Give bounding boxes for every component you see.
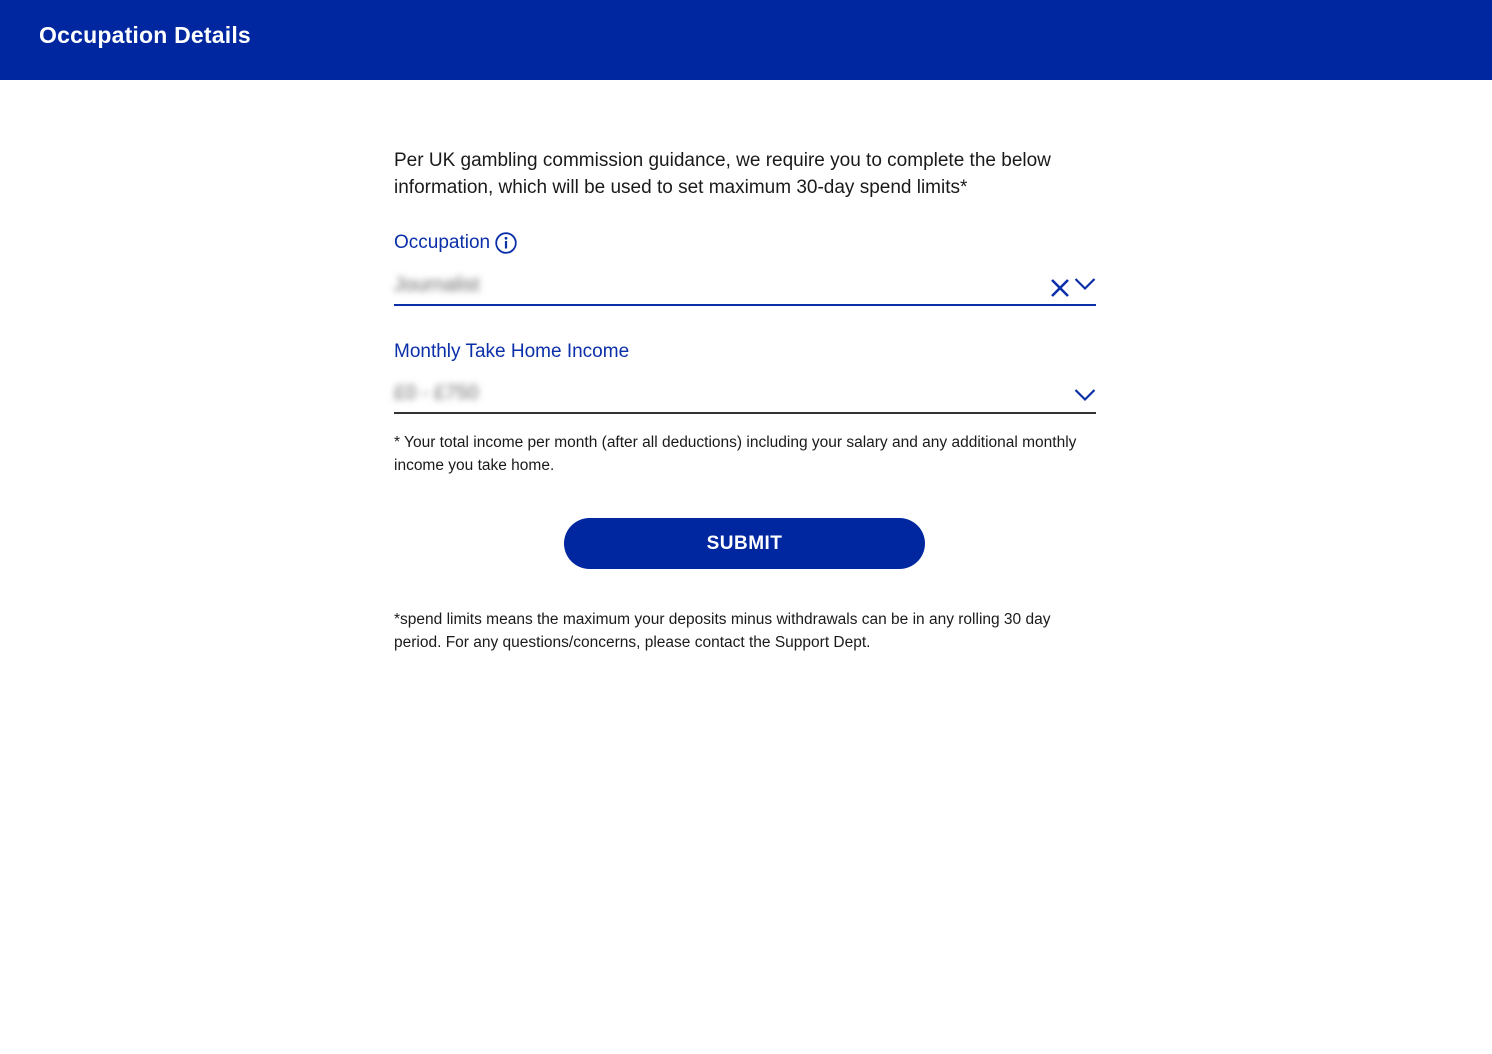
clear-icon[interactable] [1050, 278, 1070, 298]
chevron-down-icon[interactable] [1074, 388, 1096, 402]
intro-text: Per UK gambling commission guidance, we require you to complete the below information, which will be used to set maximum 30-day spend limits* [394, 150, 1051, 198]
occupation-value: Journalist [394, 274, 480, 296]
occupation-label: Occupation [394, 232, 491, 253]
income-footnote: * Your total income per month (after all deductions) including your salary and any additional monthly income you take home. [394, 434, 1077, 474]
occupation-select[interactable] [394, 268, 1096, 306]
chevron-down-icon[interactable] [1074, 277, 1096, 291]
income-select[interactable] [394, 376, 1096, 414]
occupation-label-row [394, 232, 517, 254]
income-label: Monthly Take Home Income [394, 341, 630, 362]
income-value: £0 - £750 [394, 382, 479, 404]
spend-limits-note: *spend limits means the maximum your deposits minus withdrawals can be in any rolling 30 day period. For any questions/concerns, please contact the Support Dept. [394, 611, 1051, 651]
submit-button[interactable]: SUBMIT [564, 518, 925, 569]
page-title: Occupation Details [39, 22, 251, 48]
income-label-row [394, 341, 629, 363]
page-header [0, 0, 1492, 80]
info-icon[interactable] [495, 232, 517, 254]
